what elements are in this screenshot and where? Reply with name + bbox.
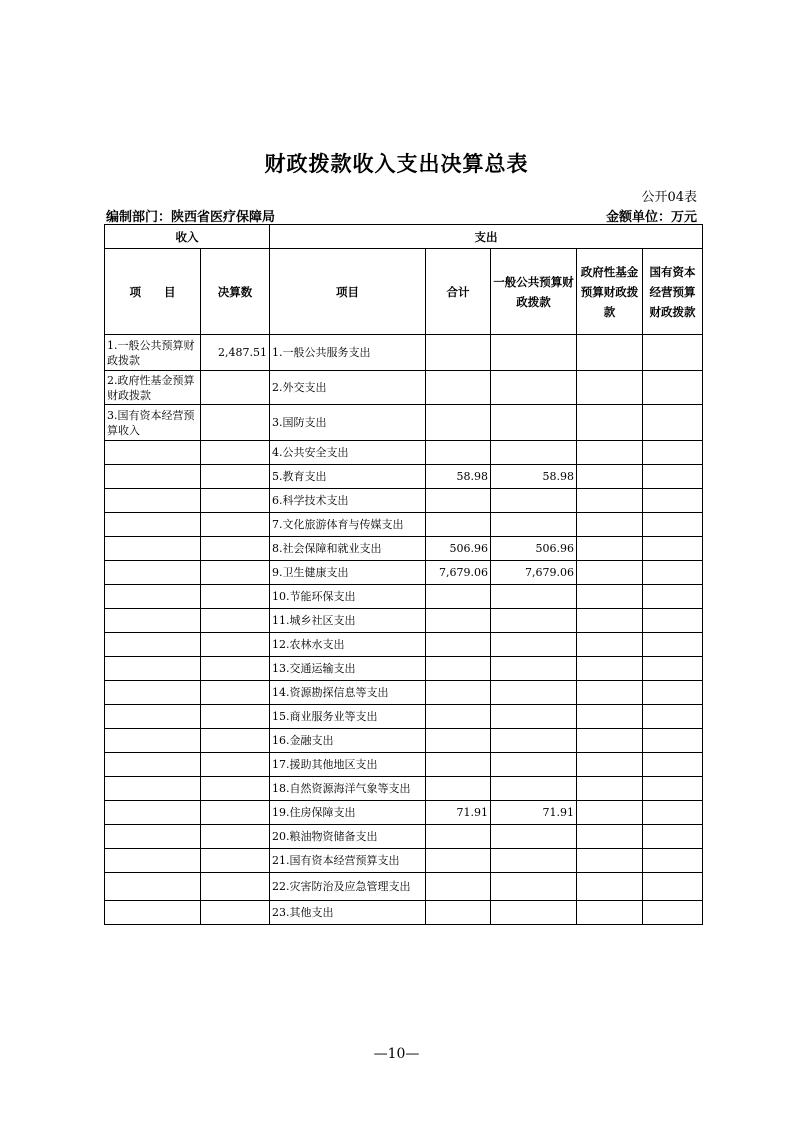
expense-item-cell: 20.粮油物资储备支出 <box>270 825 426 849</box>
general-budget-cell <box>491 849 577 873</box>
income-amount-cell <box>201 371 270 405</box>
expense-item-cell: 4.公共安全支出 <box>270 441 426 465</box>
gov-fund-cell <box>577 609 643 633</box>
income-amount-cell <box>201 441 270 465</box>
expense-item-cell: 2.外交支出 <box>270 371 426 405</box>
state-capital-cell <box>643 801 703 825</box>
general-budget-cell: 7,679.06 <box>491 561 577 585</box>
income-item-cell <box>105 489 201 513</box>
gov-fund-cell <box>577 489 643 513</box>
general-budget-cell <box>491 753 577 777</box>
general-budget-cell <box>491 585 577 609</box>
gov-fund-cell <box>577 561 643 585</box>
state-capital-cell <box>643 681 703 705</box>
total-cell: 7,679.06 <box>426 561 491 585</box>
income-item-cell <box>105 585 201 609</box>
general-budget-cell <box>491 371 577 405</box>
expense-item-cell: 15.商业服务业等支出 <box>270 705 426 729</box>
total-cell <box>426 633 491 657</box>
total-cell <box>426 335 491 371</box>
income-amount-cell <box>201 609 270 633</box>
gov-fund-cell <box>577 633 643 657</box>
total-cell: 71.91 <box>426 801 491 825</box>
unit-label: 金额单位：万元 <box>605 210 697 225</box>
total-cell <box>426 777 491 801</box>
income-amount-cell <box>201 405 270 441</box>
state-capital-cell <box>643 729 703 753</box>
table-row <box>105 777 703 801</box>
state-capital-cell <box>643 825 703 849</box>
total-header: 合计 <box>426 249 491 335</box>
gov-fund-cell <box>577 901 643 925</box>
general-budget-cell <box>491 441 577 465</box>
general-budget-cell <box>491 681 577 705</box>
general-budget-cell <box>491 901 577 925</box>
table-row <box>105 873 703 901</box>
general-budget-cell <box>491 825 577 849</box>
total-cell <box>426 609 491 633</box>
table-row <box>105 681 703 705</box>
gov-fund-cell <box>577 681 643 705</box>
income-item-cell: 1.一般公共预算财政拨款 <box>105 335 201 371</box>
expense-item-cell: 3.国防支出 <box>270 405 426 441</box>
expense-item-cell: 13.交通运输支出 <box>270 657 426 681</box>
expense-item-cell: 17.援助其他地区支出 <box>270 753 426 777</box>
general-budget-cell: 506.96 <box>491 537 577 561</box>
state-capital-cell <box>643 609 703 633</box>
table-row <box>105 729 703 753</box>
expense-item-cell: 14.资源勘探信息等支出 <box>270 681 426 705</box>
gov-fund-cell <box>577 513 643 537</box>
state-capital-cell <box>643 335 703 371</box>
gov-fund-header: 政府性基金预算财政拨款 <box>577 249 643 335</box>
general-budget-cell <box>491 777 577 801</box>
general-budget-cell <box>491 657 577 681</box>
income-item-cell <box>105 777 201 801</box>
income-item-cell: 3.国有资本经营预算收入 <box>105 405 201 441</box>
table-row <box>105 371 703 405</box>
income-amount-cell <box>201 849 270 873</box>
total-cell <box>426 489 491 513</box>
income-amount-cell: 2,487.51 <box>201 335 270 371</box>
state-capital-cell <box>643 705 703 729</box>
income-item-cell <box>105 681 201 705</box>
income-amount-cell <box>201 657 270 681</box>
income-item-cell <box>105 465 201 489</box>
expense-item-cell: 11.城乡社区支出 <box>270 609 426 633</box>
income-item-cell <box>105 513 201 537</box>
total-cell <box>426 729 491 753</box>
state-capital-cell <box>643 561 703 585</box>
expense-header: 支出 <box>270 225 703 249</box>
table-row <box>105 335 703 371</box>
income-amount-cell <box>201 801 270 825</box>
gov-fund-cell <box>577 657 643 681</box>
table-row <box>105 537 703 561</box>
gov-fund-cell <box>577 537 643 561</box>
table-row <box>105 753 703 777</box>
gov-fund-cell <box>577 405 643 441</box>
state-capital-cell <box>643 901 703 925</box>
total-cell <box>426 849 491 873</box>
gov-fund-cell <box>577 441 643 465</box>
total-cell <box>426 873 491 901</box>
general-budget-cell <box>491 873 577 901</box>
expense-item-cell: 7.文化旅游体育与传媒支出 <box>270 513 426 537</box>
table-row <box>105 441 703 465</box>
income-amount-cell <box>201 633 270 657</box>
total-cell <box>426 513 491 537</box>
gov-fund-cell <box>577 753 643 777</box>
table-row <box>105 585 703 609</box>
income-amount-cell <box>201 825 270 849</box>
total-cell <box>426 441 491 465</box>
total-cell: 58.98 <box>426 465 491 489</box>
general-budget-cell <box>491 705 577 729</box>
state-capital-cell <box>643 657 703 681</box>
income-item-cell <box>105 705 201 729</box>
income-item-cell <box>105 633 201 657</box>
income-amount-cell <box>201 705 270 729</box>
gov-fund-cell <box>577 873 643 901</box>
expense-item-cell: 18.自然资源海洋气象等支出 <box>270 777 426 801</box>
income-item-cell <box>105 729 201 753</box>
income-amount-cell <box>201 585 270 609</box>
state-capital-cell <box>643 633 703 657</box>
total-cell <box>426 901 491 925</box>
state-capital-cell <box>643 753 703 777</box>
general-budget-cell: 71.91 <box>491 801 577 825</box>
table-row <box>105 705 703 729</box>
expense-item-cell: 8.社会保障和就业支出 <box>270 537 426 561</box>
expense-item-cell: 1.一般公共服务支出 <box>270 335 426 371</box>
income-item-cell <box>105 441 201 465</box>
income-item-cell: 2.政府性基金预算财政拨款 <box>105 371 201 405</box>
state-capital-cell <box>643 405 703 441</box>
income-item-cell <box>105 561 201 585</box>
total-cell <box>426 585 491 609</box>
expense-item-cell: 22.灾害防治及应急管理支出 <box>270 873 426 901</box>
income-amount-cell <box>201 873 270 901</box>
gov-fund-cell <box>577 705 643 729</box>
expense-item-cell: 16.金融支出 <box>270 729 426 753</box>
income-item-header: 项 目 <box>105 249 201 335</box>
table-row <box>105 901 703 925</box>
income-header: 收入 <box>105 225 270 249</box>
general-budget-header: 一般公共预算财政拨款 <box>491 249 577 335</box>
expense-item-cell: 9.卫生健康支出 <box>270 561 426 585</box>
table-row <box>105 657 703 681</box>
table-row <box>105 825 703 849</box>
state-capital-cell <box>643 513 703 537</box>
income-amount-cell <box>201 681 270 705</box>
expense-item-header: 项目 <box>270 249 426 335</box>
income-amount-cell <box>201 777 270 801</box>
income-amount-cell <box>201 901 270 925</box>
total-cell <box>426 681 491 705</box>
general-budget-cell <box>491 729 577 753</box>
table-code: 公开04表 <box>641 190 697 205</box>
state-capital-cell <box>643 441 703 465</box>
table-row <box>105 801 703 825</box>
income-item-cell <box>105 825 201 849</box>
general-budget-cell <box>491 609 577 633</box>
final-amount-header: 决算数 <box>201 249 270 335</box>
state-capital-cell <box>643 849 703 873</box>
budget-table <box>104 224 703 925</box>
gov-fund-cell <box>577 465 643 489</box>
expense-item-cell: 21.国有资本经营预算支出 <box>270 849 426 873</box>
income-amount-cell <box>201 561 270 585</box>
income-item-cell <box>105 657 201 681</box>
general-budget-cell <box>491 405 577 441</box>
income-amount-cell <box>201 729 270 753</box>
expense-item-cell: 12.农林水支出 <box>270 633 426 657</box>
income-item-cell <box>105 609 201 633</box>
table-row <box>105 849 703 873</box>
table-row <box>105 633 703 657</box>
gov-fund-cell <box>577 335 643 371</box>
general-budget-cell <box>491 335 577 371</box>
table-row <box>105 489 703 513</box>
income-item-cell <box>105 801 201 825</box>
income-item-cell <box>105 537 201 561</box>
gov-fund-cell <box>577 729 643 753</box>
gov-fund-cell <box>577 777 643 801</box>
state-capital-cell <box>643 537 703 561</box>
gov-fund-cell <box>577 825 643 849</box>
income-amount-cell <box>201 489 270 513</box>
page-number: —10— <box>373 1046 420 1062</box>
income-item-cell <box>105 849 201 873</box>
gov-fund-cell <box>577 585 643 609</box>
department-label: 编制部门：陕西省医疗保障局 <box>106 210 276 225</box>
total-cell <box>426 371 491 405</box>
total-cell <box>426 405 491 441</box>
income-item-cell <box>105 873 201 901</box>
table-row <box>105 609 703 633</box>
general-budget-cell: 58.98 <box>491 465 577 489</box>
expense-item-cell: 6.科学技术支出 <box>270 489 426 513</box>
total-cell <box>426 753 491 777</box>
general-budget-cell <box>491 489 577 513</box>
total-cell: 506.96 <box>426 537 491 561</box>
state-capital-cell <box>643 777 703 801</box>
income-amount-cell <box>201 753 270 777</box>
general-budget-cell <box>491 513 577 537</box>
state-capital-cell <box>643 371 703 405</box>
income-amount-cell <box>201 537 270 561</box>
gov-fund-cell <box>577 849 643 873</box>
expense-item-cell: 5.教育支出 <box>270 465 426 489</box>
income-amount-cell <box>201 465 270 489</box>
expense-item-cell: 23.其他支出 <box>270 901 426 925</box>
expense-item-cell: 10.节能环保支出 <box>270 585 426 609</box>
state-capital-header: 国有资本经营预算财政拨款 <box>643 249 703 335</box>
gov-fund-cell <box>577 801 643 825</box>
table-row <box>105 405 703 441</box>
table-row <box>105 561 703 585</box>
income-item-cell <box>105 753 201 777</box>
state-capital-cell <box>643 585 703 609</box>
state-capital-cell <box>643 465 703 489</box>
gov-fund-cell <box>577 371 643 405</box>
income-amount-cell <box>201 513 270 537</box>
table-row <box>105 513 703 537</box>
expense-item-cell: 19.住房保障支出 <box>270 801 426 825</box>
table-row <box>105 465 703 489</box>
total-cell <box>426 825 491 849</box>
total-cell <box>426 705 491 729</box>
state-capital-cell <box>643 873 703 901</box>
general-budget-cell <box>491 633 577 657</box>
income-item-cell <box>105 901 201 925</box>
page-title: 财政拨款收入支出决算总表 <box>264 151 529 176</box>
total-cell <box>426 657 491 681</box>
state-capital-cell <box>643 489 703 513</box>
